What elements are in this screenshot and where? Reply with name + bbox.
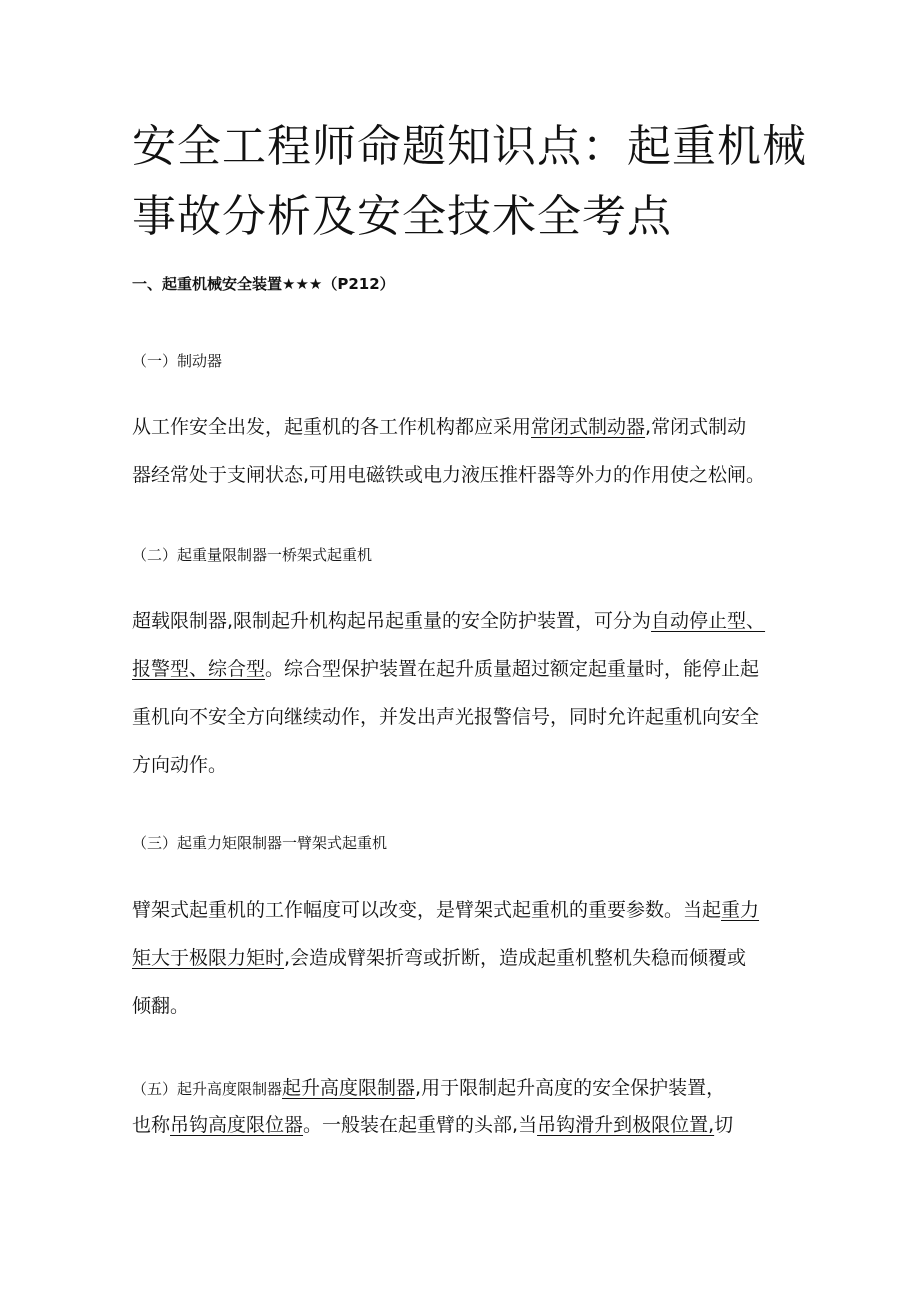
text-run: ,用于限制起升高度的安全保护装置， [415, 1077, 726, 1099]
paragraph-line [132, 886, 804, 934]
subheading-moment-limiter: （三）起重力矩限制器一臂架式起重机 [132, 834, 388, 852]
text-run: ,会造成臂架折弯或折断，造成起重机整机失稳而倾覆或 [284, 947, 747, 969]
paragraph-height-limiter [132, 1070, 812, 1144]
paragraph-moment-limiter [132, 886, 804, 1030]
text-run: 。综合型保护装置在起升质量超过额定起重量时，能停止起 [265, 658, 760, 680]
document-title-line-1: 安全工程师命题知识点：起重机械 [132, 121, 807, 172]
underlined-term: 自动停止型、 [651, 610, 766, 632]
subheading-height-limiter: （五）起升高度限制器 [132, 1080, 283, 1098]
underlined-term: 起升高度限制器 [282, 1077, 416, 1099]
text-run: 超载限制器,限制起升机构起吊起重量的安全防护装置，可分为 [132, 610, 652, 632]
text-run: 也称 [132, 1114, 171, 1136]
paragraph-line [132, 1070, 812, 1107]
paragraph-line [132, 1107, 812, 1144]
text-run: 。一般装在起重臂的头部,当 [303, 1114, 538, 1136]
section-heading-safety-devices: 一、起重机械安全装置★★★（P212） [132, 275, 395, 293]
paragraph-line [132, 403, 804, 451]
underlined-term: 报警型、综合型 [132, 658, 266, 680]
paragraph-line: 重机向不安全方向继续动作，并发出声光报警信号，同时允许起重机向安全 [132, 706, 760, 728]
paragraph-line: 倾翻。 [132, 995, 190, 1017]
paragraph-line [132, 597, 804, 645]
text-run: 切 [714, 1114, 734, 1136]
paragraph-load-limiter [132, 597, 804, 789]
underlined-term: 矩大于极限力矩时 [132, 947, 285, 969]
paragraph-line: 方向动作。 [132, 754, 228, 776]
paragraph-line: 器经常处于支闸状态,可用电磁铁或电力液压推杆器等外力的作用使之松闸。 [132, 464, 766, 486]
paragraph-brake [132, 403, 804, 499]
subheading-load-limiter: （二）起重量限制器一桥架式起重机 [132, 546, 373, 564]
underlined-term: 吊钩滑升到极限位置, [537, 1114, 715, 1136]
underlined-term: 重力 [721, 899, 760, 921]
subheading-brake: （一）制动器 [132, 352, 223, 370]
text-run: 从工作安全出发，起重机的各工作机构都应采用 [132, 416, 532, 438]
text-run: 臂架式起重机的工作幅度可以改变，是臂架式起重机的重要参数。当起 [132, 899, 722, 921]
underlined-term: 吊钩高度限位器 [170, 1114, 304, 1136]
underlined-term: 常闭式制动器 [531, 416, 646, 438]
paragraph-line [132, 645, 804, 693]
text-run: ,常闭式制动 [645, 416, 747, 438]
paragraph-line [132, 934, 804, 982]
document-title-line-2: 事故分析及安全技术全考点 [132, 191, 672, 242]
